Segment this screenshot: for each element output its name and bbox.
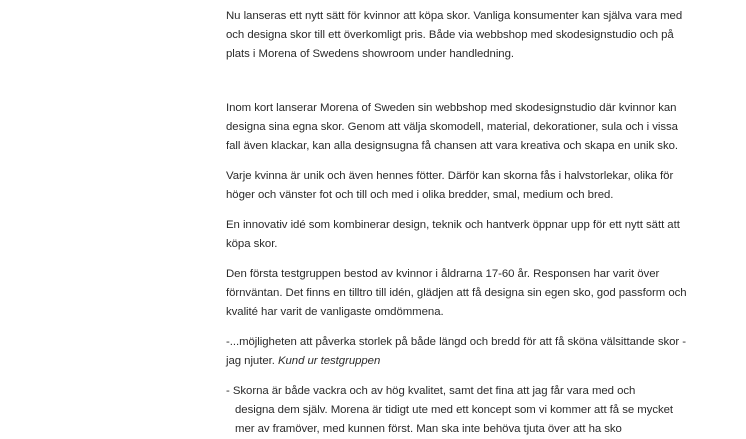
article-lead: Nu lanseras ett nytt sätt för kvinnor att köpa skor. Vanliga konsumenter kan själva vara med och designa skor till ett överkomligt pris. Både via webbshop med skodesignstudio och på plats i Morena of Swedens showroom under handledning. [226, 10, 683, 60]
customer-quote-2-continuation: designa dem själv. Morena är tidigt ute med ett koncept som vi kommer att få se mycket mer av framöver, med kunnen först. Man ska inte behöva tjuta över att ha sko [235, 404, 674, 435]
customer-quote [226, 333, 688, 371]
quote-attribution: Kund ur testgruppen [277, 355, 381, 367]
article-paragraph: Inom kort lanserar Morena of Sweden sin webbshop med skodesignstudio där kvinnor kan designa sina egna skor. Genom att välja skomodell, material, dekorationer, sula och i vissa fall även klackar, kan alla designsugna få chansen att vara kreativa och skapa en unik sko. [226, 102, 678, 152]
article-paragraph: Den första testgruppen bestod av kvinnor i åldrarna 17-60 år. Responsen har varit över förnväntan. Det finns en tilltro till idén, glädjen att få designa sin egen sko, god passform och kvalité har varit de vanligaste omdömmena. [226, 268, 687, 318]
article-paragraph: Varje kvinna är unik och även hennes fötter. Därför kan skorna fås i halvstorlekar, olika för höger och vänster fot och till och med i olika bredder, smal, medium och bred. [226, 170, 674, 201]
customer-quote-2 [226, 382, 688, 439]
customer-quote-text: -...möjligheten att påverka storlek på både längd och bredd för att få sköna välsittande skor -jag njuter. [226, 336, 686, 367]
customer-quote-2-first-line: - Skorna är både vackra och av hög kvalitet, samt det fina att jag får vara med och [226, 385, 636, 397]
press-release-article [226, 7, 688, 439]
article-paragraph: En innovativ idé som kombinerar design, teknik och hantverk öppnar upp för ett nytt sätt att köpa skor. [226, 219, 680, 250]
